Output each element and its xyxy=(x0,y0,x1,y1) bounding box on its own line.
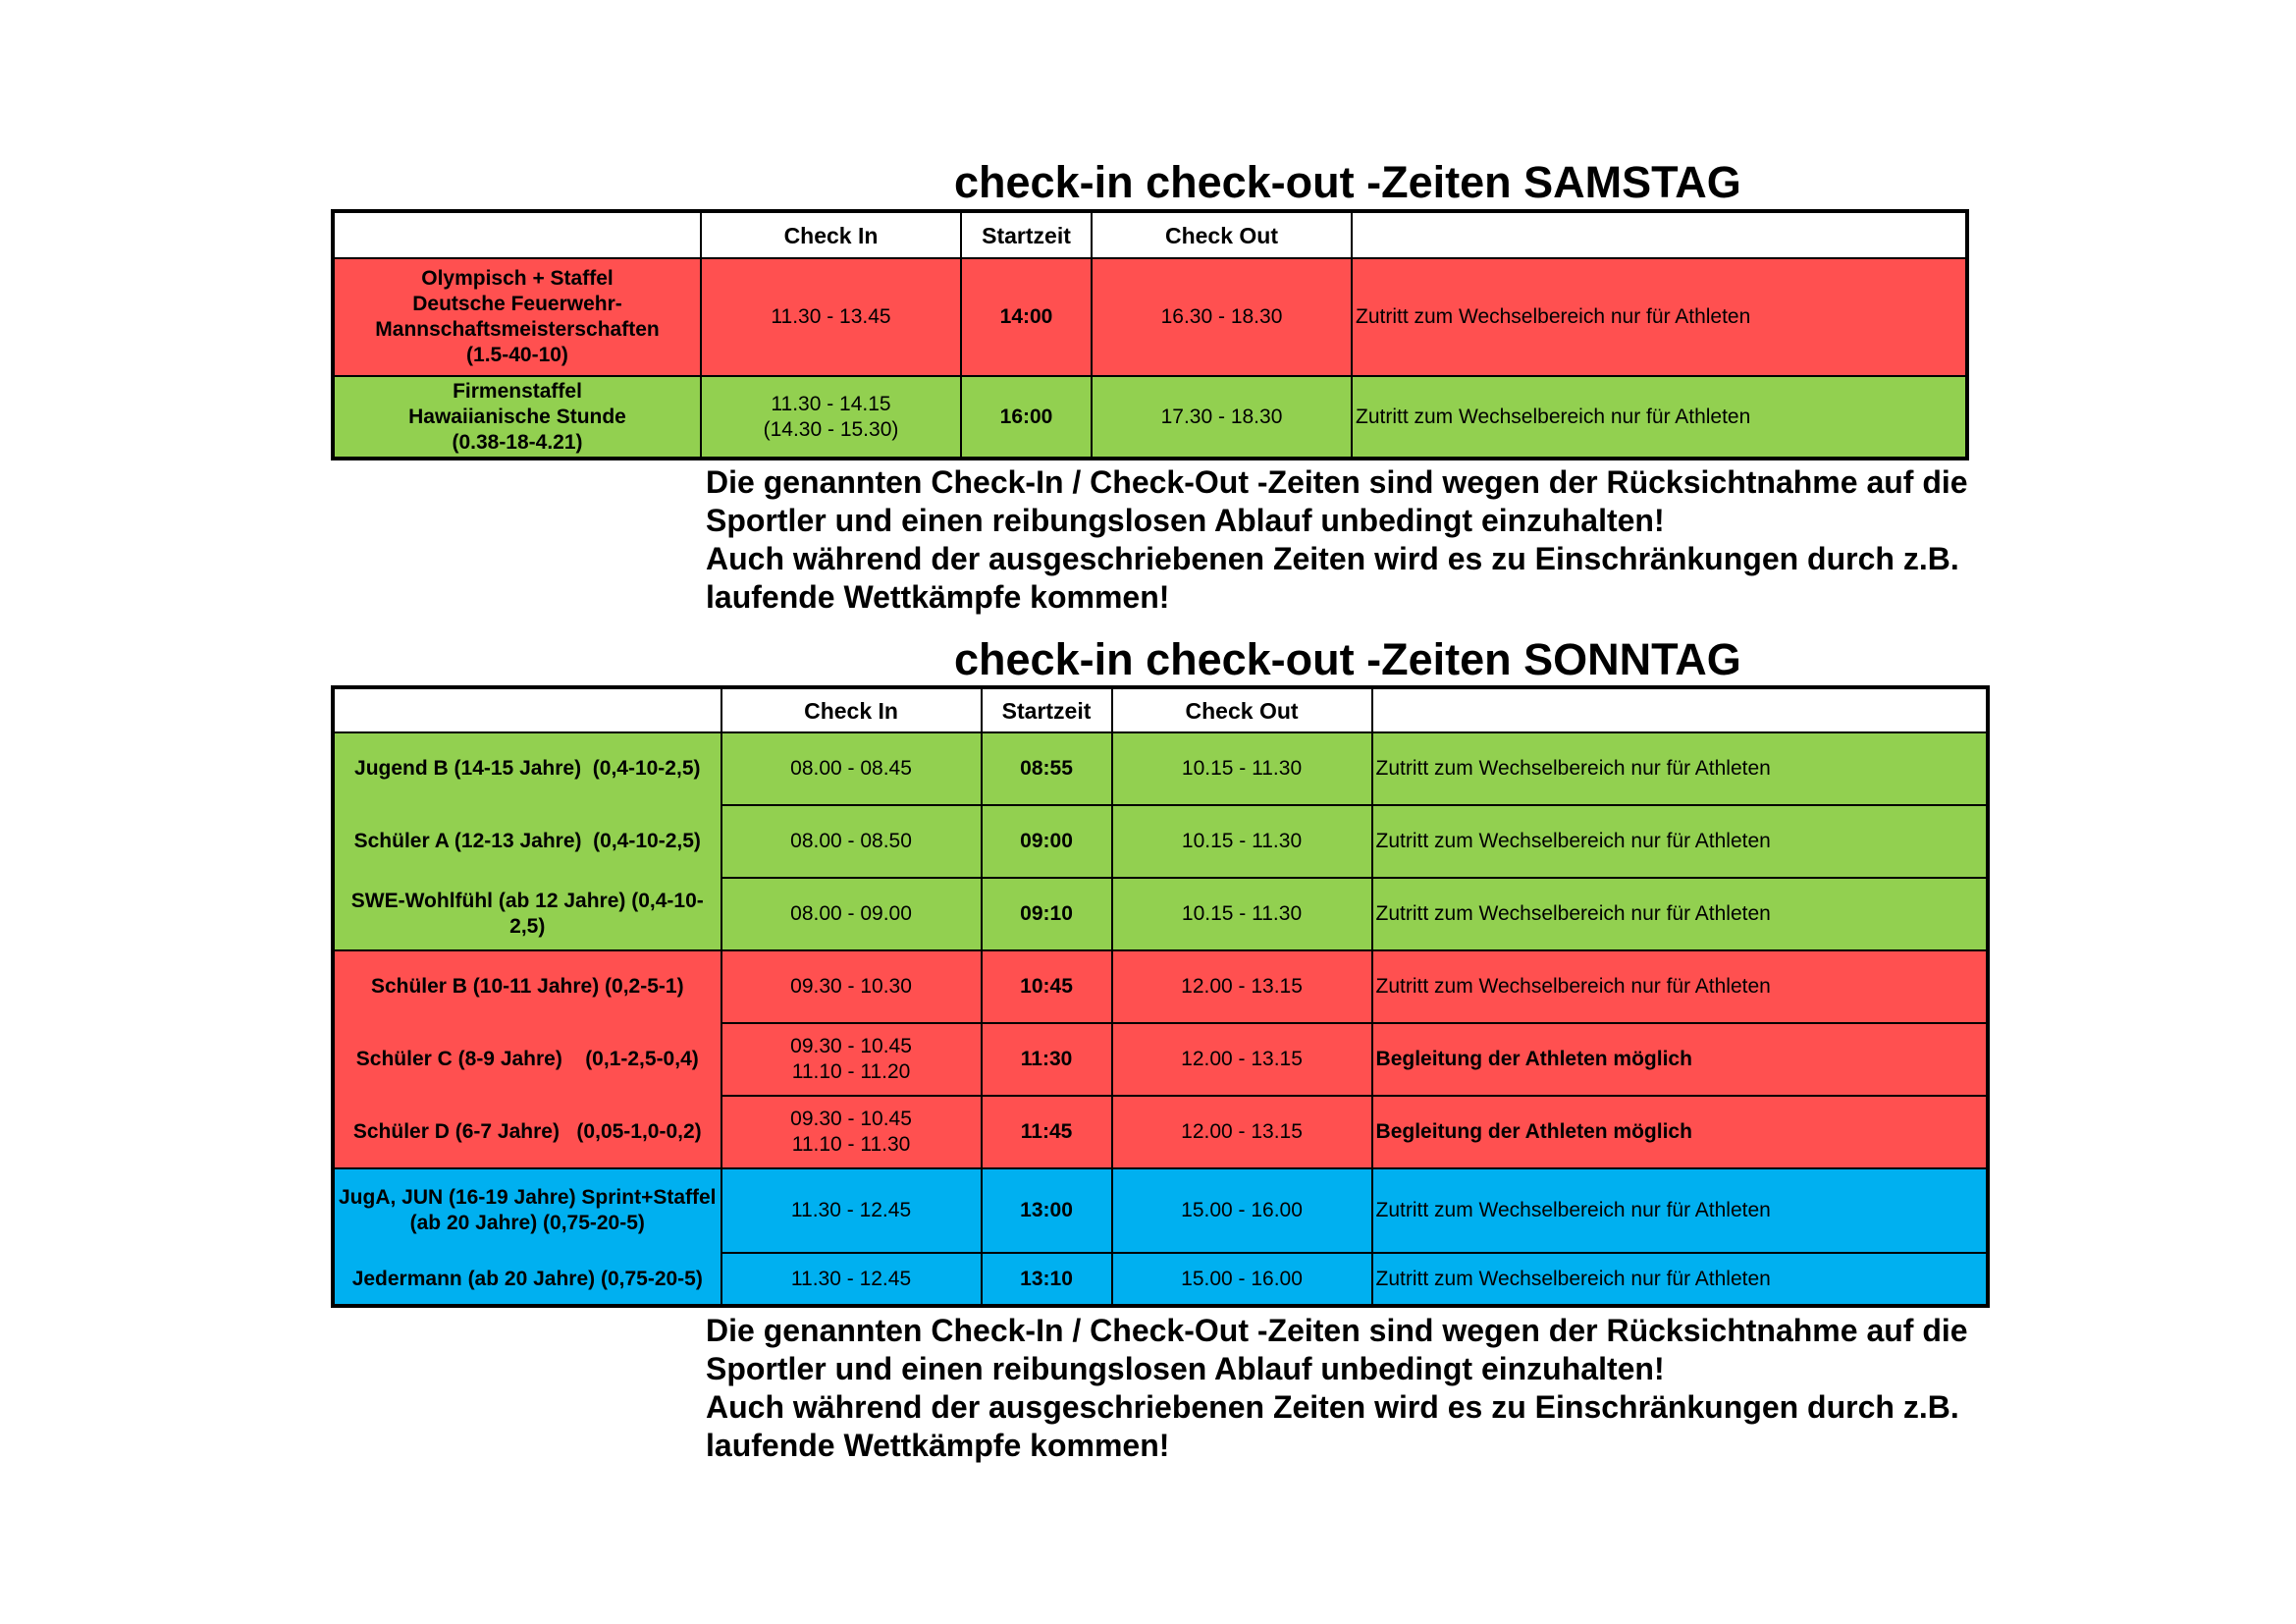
note-cell: Zutritt zum Wechselbereich nur für Athleten xyxy=(1372,1168,1988,1253)
check-in-time: 11.30 - 12.45 xyxy=(790,1267,912,1290)
start-time-cell: 13:00 xyxy=(982,1168,1112,1253)
schedule-row xyxy=(333,805,1988,878)
start-time-cell: 14:00 xyxy=(961,258,1092,376)
check-in-time: 11.30 - 12.45 xyxy=(790,1199,912,1221)
check-in-cell xyxy=(701,376,961,459)
category-line: Jedermann (ab 20 Jahre) (0,75-20-5) xyxy=(351,1267,703,1290)
schedule-row xyxy=(333,376,1967,459)
category-line: SWE-Wohlfühl (ab 12 Jahre) (0,4-10- xyxy=(350,890,704,912)
header-start-time: Startzeit xyxy=(982,687,1112,732)
schedule-row xyxy=(333,878,1988,950)
check-out-cell: 10.15 - 11.30 xyxy=(1112,805,1372,878)
check-in-time: 11.30 - 13.45 xyxy=(771,305,891,328)
category-line: Jugend B (14-15 Jahre) (0,4-10-2,5) xyxy=(354,757,701,780)
category-cell xyxy=(333,1096,721,1168)
note-cell: Begleitung der Athleten möglich xyxy=(1372,1096,1988,1168)
check-in-cell xyxy=(721,1023,982,1096)
schedule-row xyxy=(333,1096,1988,1168)
category-line: Firmenstaffel xyxy=(453,379,582,403)
check-in-cell xyxy=(721,1253,982,1306)
check-out-cell: 10.15 - 11.30 xyxy=(1112,732,1372,805)
check-out-cell: 15.00 - 16.00 xyxy=(1112,1253,1372,1306)
category-line: Schüler C (8-9 Jahre) (0,1-2,5-0,4) xyxy=(355,1048,699,1070)
sunday-title: check-in check-out -Zeiten SONNTAG xyxy=(954,634,1741,684)
check-in-cell xyxy=(721,950,982,1023)
category-line: 2,5) xyxy=(509,915,546,938)
check-in-time: 08.00 - 08.45 xyxy=(790,757,912,780)
notice-line: Sportler und einen reibungslosen Ablauf unbedingt einzuhalten! xyxy=(706,1351,1665,1386)
saturday-schedule-table xyxy=(331,209,1969,460)
category-line: (0.38-18-4.21) xyxy=(452,430,583,454)
check-out-cell: 12.00 - 13.15 xyxy=(1112,1023,1372,1096)
check-in-time: 09.30 - 10.45 xyxy=(790,1108,912,1130)
schedule-row xyxy=(333,1253,1988,1306)
notice-line: Die genannten Check-In / Check-Out -Zeiten sind wegen der Rücksichtnahme auf die xyxy=(706,464,1968,500)
note-cell: Zutritt zum Wechselbereich nur für Athleten xyxy=(1372,732,1988,805)
category-line: Mannschaftsmeisterschaften xyxy=(375,318,660,341)
header-note xyxy=(1352,211,1967,258)
notice-line: laufende Wettkämpfe kommen! xyxy=(706,1428,1170,1463)
category-line: Hawaiianische Stunde xyxy=(408,405,626,428)
category-line: (1.5-40-10) xyxy=(466,344,568,366)
check-out-cell: 15.00 - 16.00 xyxy=(1112,1168,1372,1253)
start-time-cell: 10:45 xyxy=(982,950,1112,1023)
header-check-in: Check In xyxy=(701,211,961,258)
check-in-time: 11.10 - 11.30 xyxy=(791,1133,911,1156)
check-in-time: 11.10 - 11.20 xyxy=(791,1060,911,1083)
header-check-out: Check Out xyxy=(1092,211,1352,258)
category-line: Olympisch + Staffel xyxy=(421,267,614,290)
header-check-in: Check In xyxy=(721,687,982,732)
check-out-cell: 10.15 - 11.30 xyxy=(1112,878,1372,950)
note-cell: Begleitung der Athleten möglich xyxy=(1372,1023,1988,1096)
schedule-row xyxy=(333,1168,1988,1253)
sunday-header-row xyxy=(333,687,1988,732)
notice-line: laufende Wettkämpfe kommen! xyxy=(706,579,1170,615)
category-line: (ab 20 Jahre) (0,75-20-5) xyxy=(409,1212,645,1234)
check-in-cell xyxy=(721,878,982,950)
schedule-row xyxy=(333,258,1967,376)
note-cell: Zutritt zum Wechselbereich nur für Athleten xyxy=(1372,878,1988,950)
header-category xyxy=(333,211,701,258)
category-cell xyxy=(333,732,721,805)
category-cell xyxy=(333,376,701,459)
schedule-row xyxy=(333,950,1988,1023)
check-in-cell xyxy=(701,258,961,376)
category-line: Schüler B (10-11 Jahre) (0,2-5-1) xyxy=(370,975,684,998)
check-out-cell: 16.30 - 18.30 xyxy=(1092,258,1352,376)
check-in-time: 08.00 - 09.00 xyxy=(790,902,912,925)
category-cell xyxy=(333,1253,721,1306)
header-note xyxy=(1372,687,1988,732)
check-in-time: 11.30 - 14.15 xyxy=(771,392,891,415)
notice-line: Sportler und einen reibungslosen Ablauf unbedingt einzuhalten! xyxy=(706,503,1665,538)
notice-line: Auch während der ausgeschriebenen Zeiten wird es zu Einschränkungen durch z.B. xyxy=(706,541,1959,576)
header-start-time: Startzeit xyxy=(961,211,1092,258)
check-in-cell xyxy=(721,1168,982,1253)
check-out-cell: 17.30 - 18.30 xyxy=(1092,376,1352,459)
note-cell: Zutritt zum Wechselbereich nur für Athleten xyxy=(1352,376,1967,459)
note-cell: Zutritt zum Wechselbereich nur für Athleten xyxy=(1372,805,1988,878)
check-in-cell xyxy=(721,1096,982,1168)
start-time-cell: 09:10 xyxy=(982,878,1112,950)
start-time-cell: 13:10 xyxy=(982,1253,1112,1306)
check-in-cell xyxy=(721,732,982,805)
header-category xyxy=(333,687,721,732)
category-line: Schüler D (6-7 Jahre) (0,05-1,0-0,2) xyxy=(352,1120,702,1143)
category-line: JugA, JUN (16-19 Jahre) Sprint+Staffel xyxy=(339,1186,717,1209)
category-cell xyxy=(333,1168,721,1253)
start-time-cell: 11:45 xyxy=(982,1096,1112,1168)
note-cell: Zutritt zum Wechselbereich nur für Athleten xyxy=(1372,950,1988,1023)
category-cell xyxy=(333,258,701,376)
check-in-time: 08.00 - 08.50 xyxy=(790,830,912,852)
category-cell xyxy=(333,878,721,950)
saturday-title: check-in check-out -Zeiten SAMSTAG xyxy=(954,157,1741,207)
saturday-header-row xyxy=(333,211,1967,258)
category-cell xyxy=(333,950,721,1023)
check-in-time: 09.30 - 10.30 xyxy=(790,975,912,998)
check-in-time: (14.30 - 15.30) xyxy=(763,417,899,441)
start-time-cell: 16:00 xyxy=(961,376,1092,459)
check-in-cell xyxy=(721,805,982,878)
category-cell xyxy=(333,1023,721,1096)
category-line: Deutsche Feuerwehr- xyxy=(412,293,622,315)
category-cell xyxy=(333,805,721,878)
schedule-row xyxy=(333,732,1988,805)
schedule-row xyxy=(333,1023,1988,1096)
category-line: Schüler A (12-13 Jahre) (0,4-10-2,5) xyxy=(353,830,701,852)
sunday-schedule-table xyxy=(331,685,1990,1308)
notice-line: Die genannten Check-In / Check-Out -Zeiten sind wegen der Rücksichtnahme auf die xyxy=(706,1313,1968,1348)
start-time-cell: 09:00 xyxy=(982,805,1112,878)
header-check-out: Check Out xyxy=(1112,687,1372,732)
check-out-cell: 12.00 - 13.15 xyxy=(1112,950,1372,1023)
notice-line: Auch während der ausgeschriebenen Zeiten wird es zu Einschränkungen durch z.B. xyxy=(706,1389,1959,1425)
note-cell: Zutritt zum Wechselbereich nur für Athleten xyxy=(1352,258,1967,376)
start-time-cell: 11:30 xyxy=(982,1023,1112,1096)
note-cell: Zutritt zum Wechselbereich nur für Athleten xyxy=(1372,1253,1988,1306)
start-time-cell: 08:55 xyxy=(982,732,1112,805)
check-in-time: 09.30 - 10.45 xyxy=(790,1035,912,1057)
sunday-notice xyxy=(706,1312,1982,1465)
check-out-cell: 12.00 - 13.15 xyxy=(1112,1096,1372,1168)
saturday-notice xyxy=(706,463,1982,617)
